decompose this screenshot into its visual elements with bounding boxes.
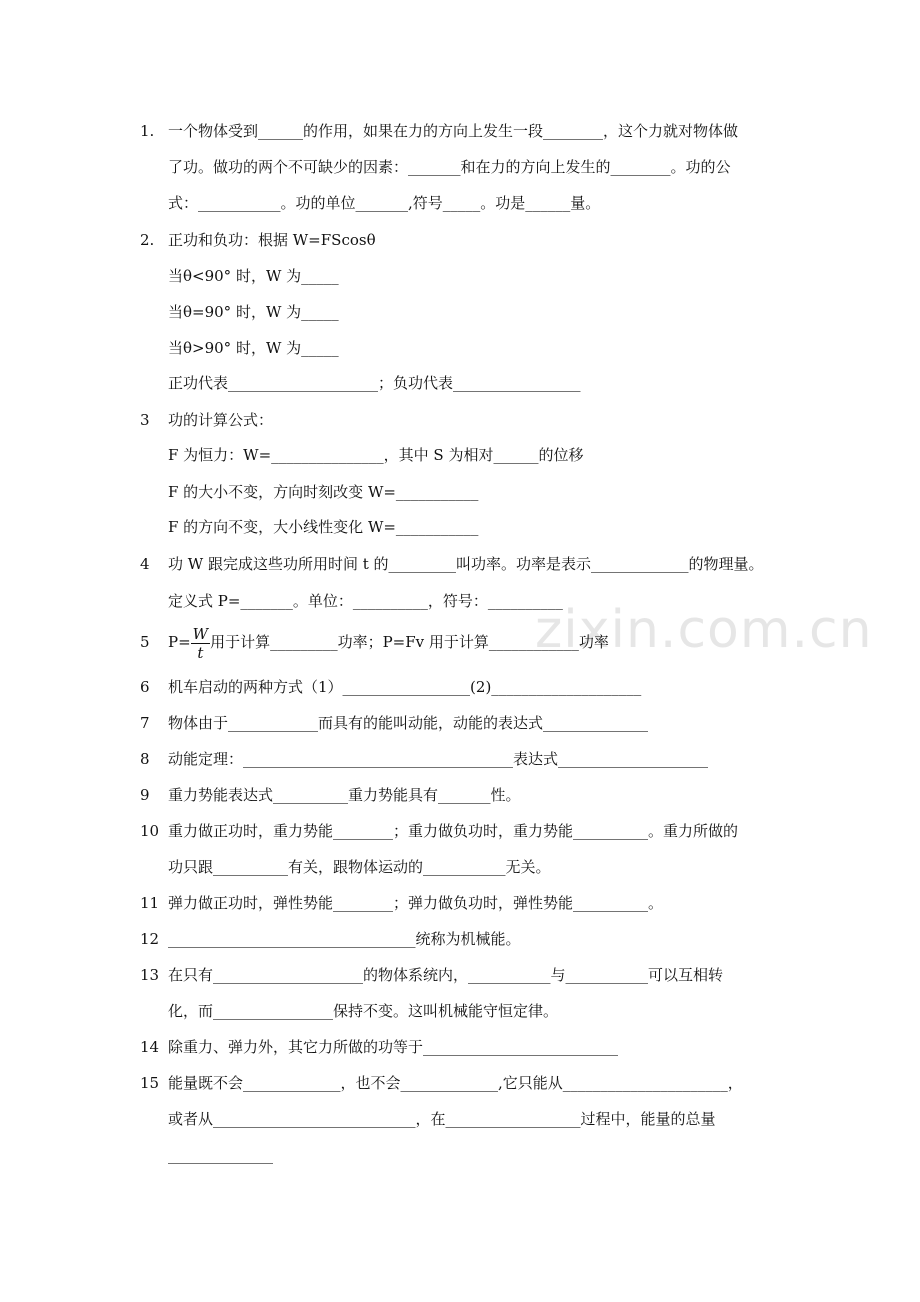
item-text: ______________ <box>168 1146 273 1164</box>
fraction-denominator: t <box>197 643 204 662</box>
item-text: 重力做正功时，重力势能________；重力做负功时，重力势能__________。重力所做的 <box>168 822 739 840</box>
formula-prefix: P= <box>168 633 191 651</box>
item-text: 化，而________________保持不变。这叫机械能守恒定律。 <box>168 1002 559 1020</box>
item-text: 功 W 跟完成这些功所用时间 t 的_________叫功率。功率是表示_____________的物理量。 <box>168 555 764 573</box>
item-text-formula <box>168 620 609 664</box>
item-text: 能量既不会_____________，也不会_____________,它只能从______________________， <box>168 1074 743 1092</box>
item-number: 5 <box>140 633 150 651</box>
item-text: _________________________________统称为机械能。 <box>168 930 521 948</box>
item-text: 功只跟__________有关，跟物体运动的___________无关。 <box>168 858 551 876</box>
item-text: 功的计算公式： <box>168 411 274 429</box>
item-number: 15 <box>140 1074 160 1092</box>
item-text: 除重力、弹力外，其它力所做的功等于__________________________ <box>168 1038 619 1056</box>
item-number: 11 <box>140 894 160 912</box>
item-number: 6 <box>140 678 150 696</box>
item-text: 当θ>90° 时，W 为_____ <box>168 339 339 357</box>
item-text: 定义式 P=_______。单位：__________，符号：__________ <box>168 592 563 610</box>
item-text: 重力势能表达式__________重力势能具有_______性。 <box>168 786 521 804</box>
item-text: 物体由于____________而具有的能叫动能，动能的表达式______________ <box>168 714 649 732</box>
item-text: 在只有____________________的物体系统内，___________与___________可以互相转 <box>168 966 724 984</box>
formula-suffix: 用于计算_________功率；P=Fv 用于计算____________功率 <box>210 633 609 651</box>
item-number: 13 <box>140 966 160 984</box>
fraction <box>191 625 210 662</box>
item-number: 8 <box>140 750 150 768</box>
item-text: F 的大小不变，方向时刻改变 W=___________ <box>168 483 479 501</box>
item-text: 正功和负功：根据 W=FScosθ <box>168 231 376 249</box>
item-number: 10 <box>140 822 160 840</box>
item-text: 式：___________。功的单位_______,符号_____。功是______量。 <box>168 194 601 212</box>
item-number: 1. <box>140 122 155 140</box>
item-text: 一个物体受到______的作用，如果在力的方向上发生一段________，这个力就对物体做 <box>168 122 739 140</box>
item-number: 2. <box>140 231 155 249</box>
item-number: 12 <box>140 930 160 948</box>
item-text: 当θ=90° 时，W 为_____ <box>168 303 339 321</box>
watermark: zixin.com.cn <box>535 600 873 660</box>
item-text: 机车启动的两种方式（1）_________________(2)____________________ <box>168 678 642 696</box>
item-number: 3 <box>140 411 150 429</box>
item-text: 了功。做功的两个不可缺少的因素：_______和在力的方向上发生的________。功的公 <box>168 158 731 176</box>
fraction-numerator: W <box>192 624 209 643</box>
item-number: 9 <box>140 786 150 804</box>
item-number: 4 <box>140 555 150 573</box>
item-text: F 的方向不变，大小线性变化 W=___________ <box>168 518 479 536</box>
item-text: 弹力做正功时，弹性势能________；弹力做负功时，弹性势能__________。 <box>168 894 664 912</box>
item-text: F 为恒力：W=_______________，其中 S 为相对______的位移 <box>168 446 584 464</box>
item-number: 7 <box>140 714 150 732</box>
item-text: 当θ<90° 时，W 为_____ <box>168 267 339 285</box>
item-text: 或者从___________________________，在__________________过程中，能量的总量 <box>168 1110 716 1128</box>
item-text: 动能定理：____________________________________表达式____________________ <box>168 750 709 768</box>
item-number: 14 <box>140 1038 160 1056</box>
item-text: 正功代表____________________；负功代表_________________ <box>168 374 581 392</box>
